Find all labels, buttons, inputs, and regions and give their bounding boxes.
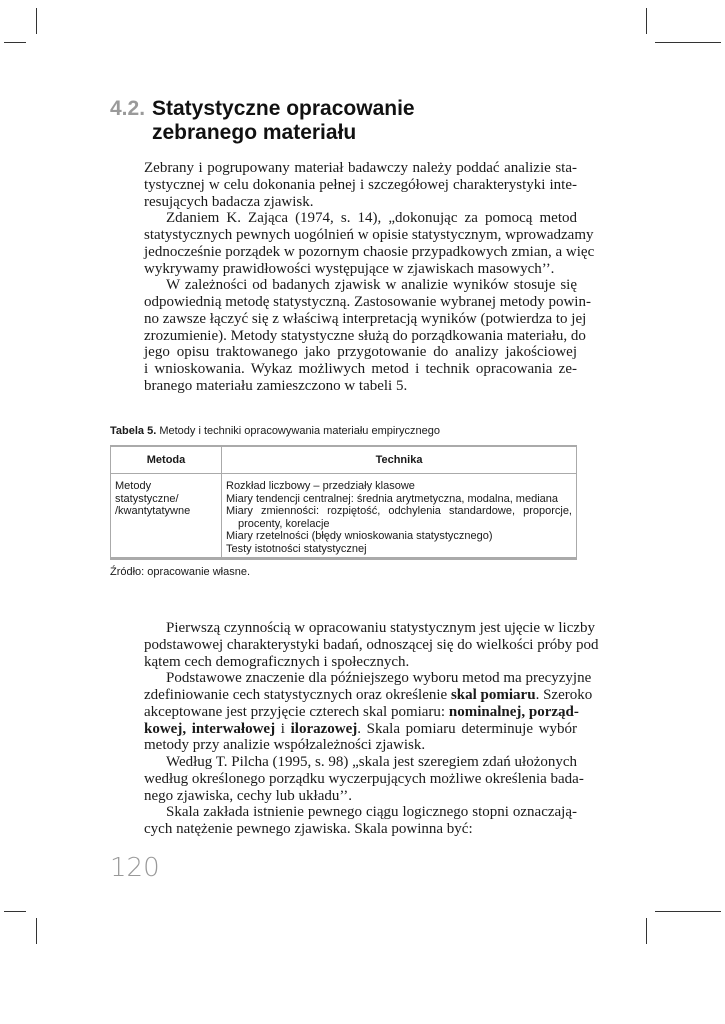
text-run: cych natężenie pewnego zjawiska. Skala powinna być: [144,821,473,837]
text-run: resujących badacza zjawisk. [144,193,314,210]
text-run: wykrywamy prawidłowości występujące w zjawiskach masowych’’. [144,260,555,277]
technique-cell [222,474,577,559]
table-row [111,474,577,559]
page-number: 120 [110,853,160,883]
paragraph-line [144,310,587,328]
crop-mark [646,8,647,34]
paragraph-line [144,821,577,838]
paragraph-line [144,327,586,345]
paragraph-line [144,704,577,721]
paragraph-line [144,770,584,788]
technique-item-continuation: procenty, korelacje [238,517,330,530]
text-run: statystycznych pewnych uogólnień w opisie statystycznym, wprowadzamy [144,227,594,243]
text-run: tystycznej w celu dokonania pełnej i szczegółowej charakterystyki inte- [144,176,577,193]
body-text-section-1 [144,160,595,395]
column-header-technique: Technika [222,446,577,474]
method-line: Metody statystyczne/ [115,480,179,505]
text-run: według określonego porządku wyczerpujących możliwe określenia bada- [144,770,584,787]
table-caption-label: Tabela 5. [110,425,157,437]
column-header-method: Metoda [111,446,222,474]
bold-term: ilorazowej [290,720,358,737]
section-number: 4.2. [110,97,146,120]
body-text-section-2 [144,620,599,838]
text-run: Skala zakłada istnienie pewnego ciągu logicznego stopni oznaczają- [166,804,577,821]
methods-table [110,445,577,560]
paragraph-line [144,261,577,278]
paragraph-line [144,361,577,378]
table-source: Źródło: opracowanie własne. [110,566,251,578]
crop-mark [4,42,26,43]
text-run: Według T. Pilcha (1995, s. 98) „skala jest szeregiem zdań ułożonych [166,754,578,770]
text-run: Zdaniem K. Zająca (1974, s. 14), „dokonując za pomocą metod [166,210,577,227]
paragraph-line [144,737,577,754]
text-run: kątem cech demograficznych i społecznych. [144,653,410,670]
technique-item: Rozkład liczbowy – przedziały klasowe [226,480,415,492]
text-run: W zależności od badanych zjawisk w analizie wyników stosuje się [166,277,577,294]
method-cell [111,474,222,559]
crop-mark [646,918,647,944]
paragraph-line [144,294,591,311]
text-run: akceptowane jest przyjęcie czterech skal pomiaru: [144,703,449,720]
paragraph-line [144,378,577,395]
section-title [152,97,415,145]
crop-mark [36,918,37,944]
technique-item: Miary rzetelności (błędy wnioskowania statystycznego) [226,530,493,542]
crop-mark [655,42,721,43]
bold-term: skal pomiaru [450,687,536,703]
paragraph-line [144,177,577,194]
paragraph-line [144,160,577,177]
text-run: jego opisu traktowanego jako przygotowanie do analizy jakościowej [144,344,577,361]
paragraph-line [144,804,577,821]
paragraph-line [144,636,599,654]
paragraph-line [144,620,596,637]
paragraph-line [144,344,577,361]
paragraph-line [144,277,577,294]
text-run: i [275,720,291,737]
text-run: zrozumienie). Metody statystyczne służą do porządkowania materiału, do [144,327,586,344]
technique-item: Miary zmienności: rozpiętość, odchylenia standardowe, proporcje, [226,505,572,517]
text-run: i wnioskowania. Wykaz możliwych metod i technik opracowania ze- [144,361,577,377]
text-run: . Szeroko [535,687,593,703]
text-run: odpowiednią metodę statystyczną. Zastosowanie wybranej metody powin- [144,294,591,310]
bold-term: kowej, interwałowej [144,720,276,737]
technique-item: Miary tendencji centralnej: średnia arytmetyczna, modalna, mediana [226,492,558,505]
text-run: metody przy analizie współzależności zjawisk. [144,737,426,754]
table-caption-text: Metody i techniki opracowywania materiału empirycznego [156,425,440,437]
section-title-line: zebranego materiału [152,121,357,144]
text-run: no zawsze łączyć się z właściwą interpretacją wyników (potwierdza to jej [144,310,587,327]
crop-mark [4,911,26,912]
text-run: Podstawowe znaczenie dla późniejszego wyboru metod ma precyzyjne [166,670,592,687]
paragraph-line [144,670,592,687]
crop-mark [36,8,37,34]
paragraph-line [144,788,577,805]
crop-mark [655,911,721,912]
paragraph-line [144,754,577,771]
text-run: Pierwszą czynnością w opracowaniu statystycznym jest ujęcie w liczby [166,620,596,636]
method-line: /kwantytatywne [115,505,191,517]
paragraph-line [144,721,577,738]
paragraph-line [144,654,577,671]
paragraph-line [144,194,577,211]
table-header-row [111,446,577,474]
paragraph-line [144,210,577,227]
technique-item: Testy istotności statystycznej [226,542,367,555]
paragraph-line [144,687,593,704]
text-run: branego materiału zamieszczono w tabeli 5. [144,377,408,394]
section-title-line: Statystyczne opracowanie [152,97,415,120]
table-caption [110,425,440,437]
text-run: zdefiniowanie cech statystycznych oraz określenie [144,687,451,703]
text-run: nego zjawiska, cechy lub układu’’. [144,787,352,804]
text-run: podstawowej charakterystyki badań, odnoszącej się do wielkości próby pod [144,636,599,653]
paragraph-line [144,243,595,261]
text-run: jednocześnie porządek w pozornym chaosie przypadkowych zmian, a więc [144,243,595,260]
text-run: Zebrany i pogrupowany materiał badawczy należy poddać analizie sta- [144,160,577,176]
paragraph-line [144,227,594,244]
bold-term: nominalnej, porząd- [448,703,579,720]
text-run: . Skala pomiaru determinuje wybór [357,720,578,737]
